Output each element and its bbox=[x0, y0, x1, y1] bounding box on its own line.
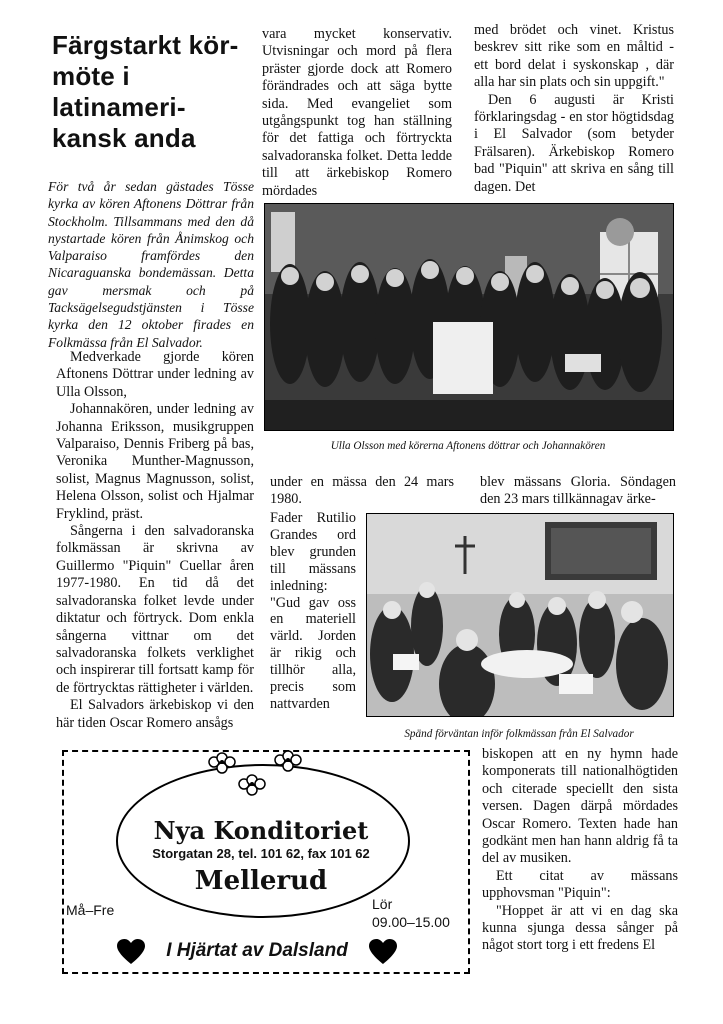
col3-bottom-paragraph: "Hoppet är att vi en dag ska kunna sjunga dessa sånger på något stort torg i ett fredens El bbox=[482, 902, 678, 954]
col3-middle-paragraph: blev mässans Gloria. Söndagen den 23 mars tillkännagav ärke- bbox=[480, 474, 676, 508]
col2-top-paragraph: vara mycket konservativ. Utvisningar och mord på flera präster gjorde dock att Romero förändrades och att säga bytte sida. Med evangeliet som utgångspunkt tog han ställning för det fattiga och förtryckta salvadoranska folket. Detta ledde till att ärkebiskop Romero mördades bbox=[262, 26, 452, 199]
column-2-top bbox=[262, 26, 452, 200]
column-1 bbox=[56, 349, 254, 732]
gathering-photo-caption: Spänd förväntan inför folkmässan från El Salvador bbox=[404, 728, 634, 740]
col2-narrow-paragraph: Fader Rutilio Grandes ord blev grunden till mässans inledning: "Gud gav oss en materiell värld. Jorden är rikig och tillhör alla, precis som nattvarden bbox=[270, 510, 356, 712]
heart-icon bbox=[116, 938, 146, 966]
col3-top-paragraph: Den 6 augusti är Kristi förklaringsdag - en stor högtidsdag i El Salvador (som betyder Frälsaren). Ärkebiskop Romero bad "Piquin" att skriva en sång till dagen. Det bbox=[474, 91, 674, 195]
advertisement-hours-saturday-time: 09.00–15.00 bbox=[372, 914, 450, 930]
flower-decoration-icon bbox=[200, 748, 310, 808]
advertisement-address: Storgatan 28, tel. 101 62, fax 101 62 bbox=[152, 846, 370, 861]
col1-paragraph: Johannakören, under ledning av Johanna Eriksson, musikgruppen Valparaiso, Dennis Friberg på bas, Veronika Munther-Magnusson, solist, Magnus Magnusson, solist, Helena Olsson, solist och Hjalmar Fryklind, präst. bbox=[56, 401, 254, 522]
advertisement-hours-weekday: Må–Fre bbox=[66, 902, 115, 918]
col1-paragraph: Sångerna i den salvadoranska folkmässan är skrivna av Guillermo "Piquin" Cuellar åren 1977-1980. En tid då det salvadoranska folket levde under diktatur och förtryck. Dom enkla sångerna vittnar om det salvadoranska folkets verklighet och inspirerar till fortsatt kamp för de förtrycktas rättigheter i världen. bbox=[56, 523, 254, 696]
col3-bottom-paragraph: Ett citat av mässans upphovsman "Piquin": bbox=[482, 867, 678, 902]
column-3-top bbox=[474, 22, 674, 196]
advertisement-name: Nya Konditoriet bbox=[153, 816, 369, 845]
choir-photo-caption: Ulla Olsson med körerna Aftonens döttrar och Johannakören bbox=[330, 440, 606, 452]
choir-photo bbox=[264, 203, 674, 431]
choir-photo-graphic bbox=[265, 204, 673, 430]
col3-bottom-paragraph: biskopen att en ny hymn hade komponerats till nationalhögtiden och citerade speciellt den sista versen. Dagen därpå mördades Oscar Romero. Texten hade han godkänt men han hann aldrig få ta del av musiken. bbox=[482, 746, 678, 867]
col3-top-paragraph: med brödet och vinet. Kristus beskrev sitt rike som en måltid - ett bord delat i syskonskap , där alla har sin plats och sin uppgift." bbox=[474, 22, 674, 91]
gathering-photo-graphic bbox=[367, 514, 673, 716]
col1-paragraph: Medverkade gjorde kören Aftonens Döttrar under ledning av Ulla Olsson, bbox=[56, 349, 254, 400]
column-2-middle bbox=[270, 474, 454, 509]
heart-icon bbox=[368, 938, 398, 966]
advertisement-town: Mellerud bbox=[194, 866, 328, 896]
advertisement-hours-saturday-label: Lör bbox=[372, 896, 393, 912]
column-2-narrow bbox=[270, 510, 356, 713]
col2-middle-paragraph: under en mässa den 24 mars 1980. bbox=[270, 474, 454, 508]
article-lead: För två år sedan gästades Tösse kyrka av kören Aftonens Döttrar från Stockholm. Tillsammans med den då nystartade kören från Ånimskog och Valparaiso framfördes den Nicaraguanska bondemässan. Detta gav mersmak och på Tacksägelsegudstjänsten i Tösse kyrka den 12 oktober firades en Folkmässa från El Salvador. bbox=[48, 179, 254, 350]
column-3-bottom bbox=[482, 746, 678, 955]
advertisement-slogan: I Hjärtat av Dalsland bbox=[166, 940, 348, 961]
gathering-photo bbox=[366, 513, 674, 717]
column-3-middle bbox=[480, 474, 676, 509]
col1-paragraph: El Salvadors ärkebiskop vi den här tiden Oscar Romero ansågs bbox=[56, 697, 254, 731]
article-headline: Färgstarkt kör-möte i latinameri-kansk anda bbox=[52, 30, 239, 153]
